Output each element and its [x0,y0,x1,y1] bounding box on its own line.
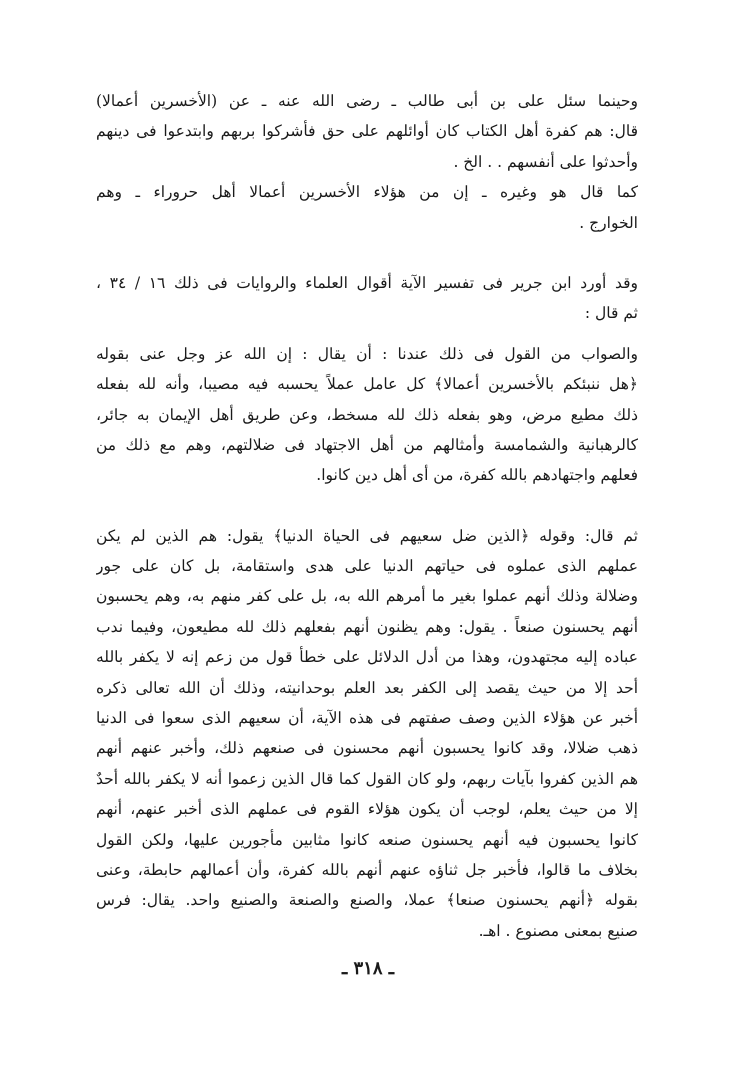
text-line: هم الذين كفروا بآيات ربهم، ولو كان القول كما قال الذين زعموا أنه لا يكفر بالله أحدٌ [96,769,638,788]
text-line: أنهم يحسنون صنعاً . يقول: وهم يظنون أنهم بفعلهم ذلك لله مطيعون، وفيما ندب [96,617,638,636]
text-line: صنيع بمعنى مصنوع . اهـ. [478,921,638,940]
text-line: كالرهبانية والشمامسة وأمثالهم من أهل الاجتهاد فى ضلالتهم، وهم مع ذلك من [96,435,638,454]
text-line: ثم قال: وقوله ﴿الذين ضل سعيهم فى الحياة الدنيا﴾ يقول: هم الذين لم يكن [96,526,638,545]
text-line: بقوله ﴿أنهم يحسنون صنعا﴾ عملا، والصنع والصنعة والصنيع واحد. يقال: فرس [96,891,638,910]
text-line: وأحدثوا على أنفسهم . . الخ . [453,152,638,171]
paragraph-ibn-jarir [96,268,638,329]
text-line: الخوارج . [579,213,638,232]
paragraph-khawarij [96,177,638,238]
text-line: عملهم الذى عملوه فى حياتهم الدنيا على هدى واستقامة، بل كان على جور [96,557,638,576]
text-line: ذلك مطيع مرض، وهو بفعله ذلك لله مسخط، وعن طريق أهل الإيمان به جائر، [96,405,638,424]
text-line: ثم قال : [584,304,638,323]
text-line: كانوا يحسبون فيه أنهم يحسنون صنعه كانوا مثابين مأجورين عليها، ولكن القول [96,830,638,849]
text-line: عباده إليه مجتهدون، وهذا من أدل الدلائل على خطأ قول من زعم إنه لا يكفر بالله [96,648,638,667]
paragraph-sawab [96,339,638,491]
text-line: وضلالة وذلك أنهم عملوا بغير ما أمرهم الله به، بل على كفر منهم به، وهم يحسبون [96,587,638,606]
paragraph-ali-quote [96,86,638,177]
text-line: قال: هم كفرة أهل الكتاب كان أوائلهم على حق فأشركوا بربهم وابتدعوا فى دينهم [96,122,638,141]
paragraph-tafsir [96,521,638,946]
text-line: إلا من حيث يعلم، لوجب أن يكون هؤلاء القوم فى عملهم الذى أخبر عنهم، أنهم [96,800,638,819]
paragraph-gap [96,329,638,339]
text-line: وقد أورد ابن جرير فى تفسير الآية أقوال العلماء والروايات فى ذلك ١٦ / ٣٤ ، [96,273,638,292]
text-line: وحينما سئل على بن أبى طالب ـ رضى الله عنه ـ عن (الأخسرين أعمالا) [96,92,638,110]
paragraph-gap [96,238,638,268]
text-line: أحد إلا من حيث يقصد إلى الكفر بعد العلم بوحدانيته، وذلك أن الله تعالى ذكره [96,678,638,697]
text-line: أخبر عن هؤلاء الذين وصف صفتهم فى هذه الآية، أن سعيهم الذى سعوا فى الدنيا [96,709,638,728]
text-line: ذهب ضلالا، وقد كانوا يحسبون أنهم محسنون فى صنعهم ذلك، وأخبر عنهم أنهم [96,739,638,758]
text-line: فعلهم واجتهادهم بالله كفرة، من أى أهل دين كانوا. [316,466,638,485]
paragraph-gap [96,491,638,521]
page-body [96,86,638,946]
text-line: بخلاف ما قالوا، فأخبر جل ثناؤه عنهم أنهم بالله كفرة، وأن أعمالهم حابطة، وعنى [96,860,638,879]
text-line: ﴿هل ننبئكم بالأخسرين أعمالا﴾ كل عامل عملاً يحسبه فيه مصيبا، وأنه لله بفعله [96,375,638,394]
text-line: كما قال هو وغيره ـ إن من هؤلاء الأخسرين أعمالا أهل حروراء ـ وهم [96,183,638,202]
page-number: ـ ٣١٨ ـ [341,958,395,979]
text-line: والصواب من القول فى ذلك عندنا : أن يقال : إن الله عز وجل عنى بقوله [96,344,638,363]
